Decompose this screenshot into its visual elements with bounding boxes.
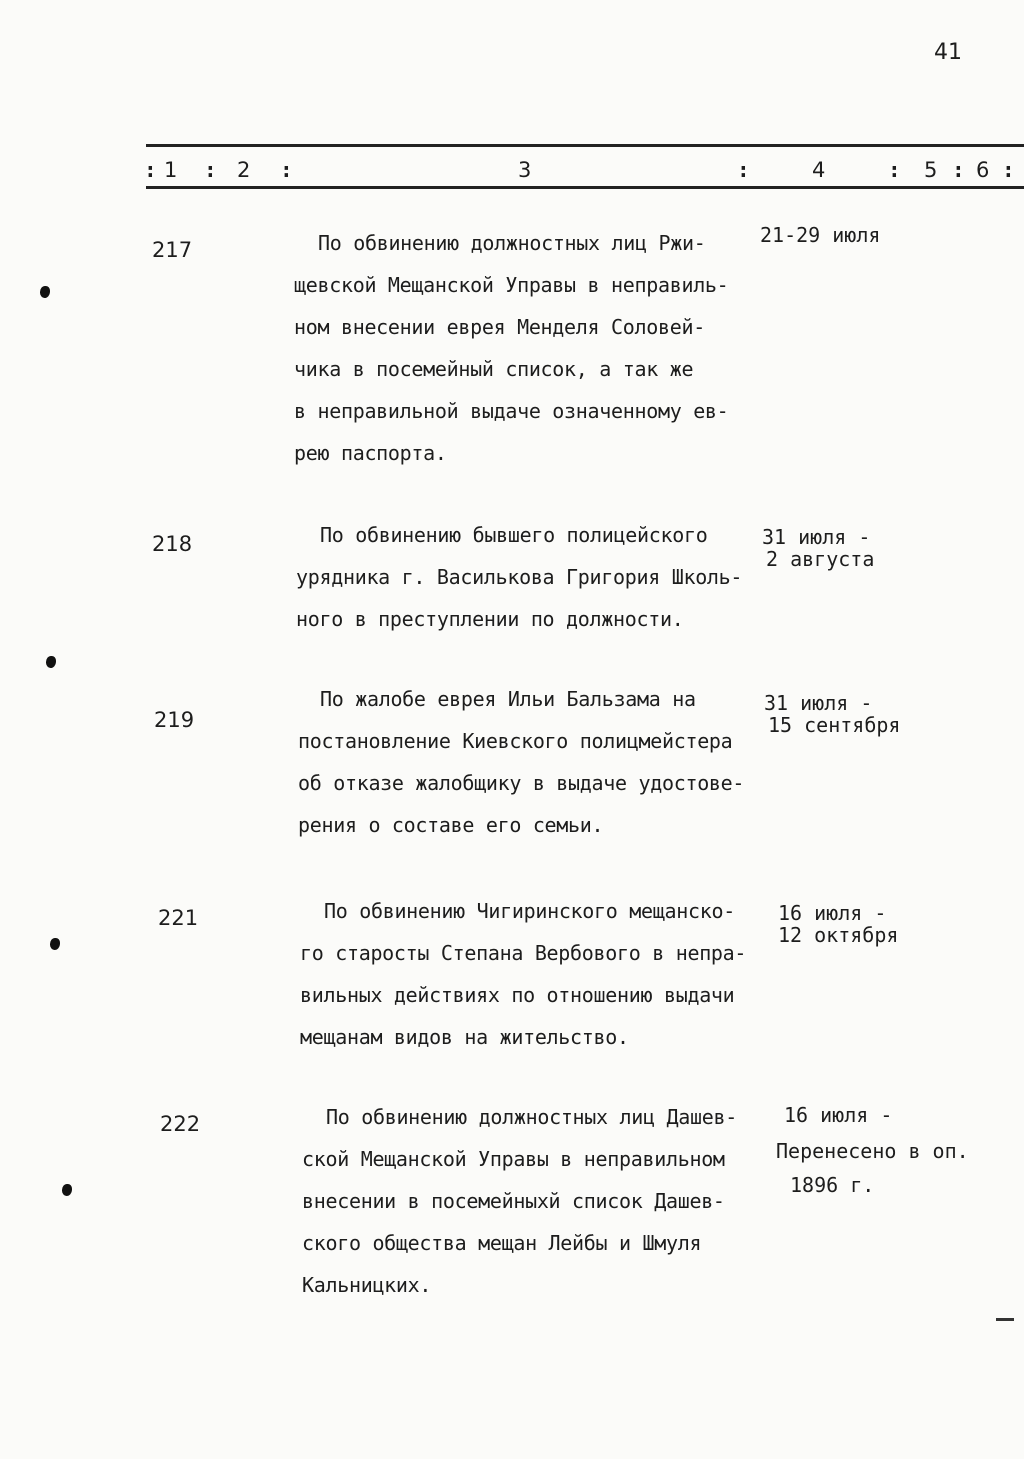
column-header-1: 1 bbox=[164, 158, 178, 182]
column-separator: : bbox=[737, 158, 750, 182]
header-bottom-rule bbox=[146, 186, 1024, 189]
entry-number: 221 bbox=[158, 906, 199, 930]
column-separator: : bbox=[952, 158, 965, 182]
punch-hole-mark bbox=[40, 286, 50, 298]
description-line: Кальницких. bbox=[302, 1273, 432, 1297]
entry-date bbox=[760, 224, 880, 246]
column-header-6: 6 bbox=[976, 158, 990, 182]
description-line: ном внесении еврея Менделя Соловей- bbox=[294, 315, 705, 339]
column-separator: : bbox=[204, 158, 217, 182]
date-line: 2 августа bbox=[766, 547, 875, 571]
entry-number: 217 bbox=[152, 238, 193, 262]
description-line: По обвинению Чигиринского мещанско- bbox=[324, 899, 735, 923]
entry-date bbox=[778, 902, 898, 946]
description-line: По обвинению должностных лиц Дашев- bbox=[326, 1105, 737, 1129]
date-line: 21-29 июля bbox=[760, 223, 881, 247]
punch-hole-mark bbox=[46, 656, 56, 668]
description-line: вильных действиях по отношению выдачи bbox=[300, 983, 735, 1007]
note-line: Перенесено в оп. bbox=[776, 1139, 969, 1163]
entry-description bbox=[296, 514, 786, 640]
entry-description bbox=[298, 678, 788, 846]
entry-description bbox=[294, 222, 784, 474]
description-line: рения о составе его семьи. bbox=[298, 813, 604, 837]
description-line: ского общества мещан Лейбы и Шмуля bbox=[302, 1231, 702, 1255]
entry-number: 218 bbox=[152, 532, 193, 556]
description-line: щевской Мещанской Управы в неправиль- bbox=[294, 273, 729, 297]
column-separator: : bbox=[888, 158, 901, 182]
date-line: 12 октября bbox=[778, 923, 899, 947]
date-line: 31 июля - bbox=[762, 525, 871, 549]
column-separator: : bbox=[280, 158, 293, 182]
punch-hole-mark bbox=[50, 938, 60, 950]
date-line: 31 июля - bbox=[764, 691, 873, 715]
description-line: рею паспорта. bbox=[294, 441, 447, 465]
description-line: в неправильной выдаче означенному ев- bbox=[294, 399, 729, 423]
entry-description bbox=[302, 1096, 792, 1306]
description-line: По жалобе еврея Ильи Бальзама на bbox=[320, 687, 696, 711]
transfer-note bbox=[776, 1134, 969, 1202]
entry-date bbox=[762, 526, 874, 570]
column-separator: : bbox=[144, 158, 157, 182]
date-line: 15 сентября bbox=[768, 713, 901, 737]
punch-hole-mark bbox=[62, 1184, 72, 1196]
description-line: постановление Киевского полицмейстера bbox=[298, 729, 733, 753]
description-line: мещанам видов на жительство. bbox=[300, 1025, 629, 1049]
description-line: По обвинению должностных лиц Ржи- bbox=[318, 231, 706, 255]
description-line: внесении в посемейныхй список Дашев- bbox=[302, 1189, 725, 1213]
entry-date bbox=[764, 692, 900, 736]
description-line: об отказе жалобщику в выдаче удостове- bbox=[298, 771, 745, 795]
entry-number: 222 bbox=[160, 1112, 201, 1136]
page-number: 41 bbox=[934, 40, 962, 65]
entry-number: 219 bbox=[154, 708, 195, 732]
column-header-3: 3 bbox=[518, 158, 532, 182]
description-line: го старосты Степана Вербового в непра- bbox=[300, 941, 747, 965]
description-line: ного в преступлении по должности. bbox=[296, 607, 684, 631]
note-line: 1896 г. bbox=[790, 1173, 875, 1197]
column-header-2: 2 bbox=[237, 158, 251, 182]
description-line: По обвинению бывшего полицейского bbox=[320, 523, 708, 547]
entry-description bbox=[300, 890, 790, 1058]
column-separator: : bbox=[1002, 158, 1015, 182]
entry-date bbox=[784, 1104, 892, 1126]
edge-mark bbox=[996, 1318, 1014, 1321]
header-top-rule bbox=[146, 144, 1024, 147]
column-header-4: 4 bbox=[812, 158, 826, 182]
description-line: урядника г. Василькова Григория Школь- bbox=[296, 565, 743, 589]
date-line: 16 июля - bbox=[784, 1103, 893, 1127]
description-line: чика в посемейный список, а так же bbox=[294, 357, 694, 381]
date-line: 16 июля - bbox=[778, 901, 887, 925]
column-header-5: 5 bbox=[924, 158, 938, 182]
description-line: ской Мещанской Управы в неправильном bbox=[302, 1147, 725, 1171]
